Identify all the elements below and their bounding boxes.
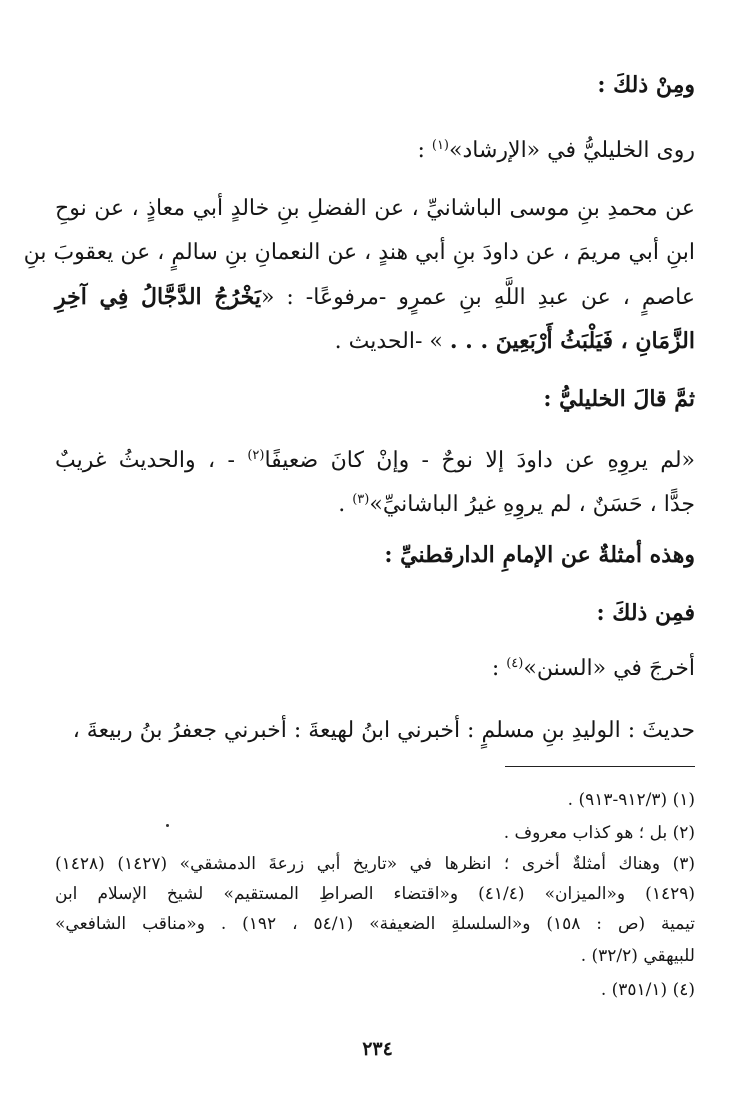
footnote-3-line2: (١٤٢٩) و«الميزان» (٤١/٤) و«اقتضاء الصراطِ المستقيم» لشيخ الإسلام ابن (55, 884, 695, 904)
footnote-ref-2: (٢) (247, 448, 265, 463)
line-hadith-walid: حديثَ : الوليدِ بنِ مسلمٍ : أخبرني ابنُ لهيعةَ : أخبرني جعفرُ بنُ ربيعةَ ، (72, 718, 695, 743)
heading-wamin-dhalika: ومِنْ ذلكَ : (597, 72, 695, 98)
line-riwaya (55, 136, 695, 166)
hadith-matn-part1: يَخْرُجُ الدَّجَّالُ فِي آخِرِ (55, 284, 261, 310)
line-akhraja (55, 654, 695, 684)
paragraph1-line1: عن محمدِ بنِ موسى الباشانيِّ ، عن الفضلِ بنِ خالدٍ أبي معاذٍ ، عن نوحِ (55, 196, 695, 221)
footnote-ref-3: (٣) (352, 492, 370, 507)
footnote-separator (505, 766, 695, 767)
heading-famin-dhalika: فمِن ذلكَ : (596, 600, 695, 626)
paragraph2-line1 (55, 446, 695, 476)
paragraph1-line3 (55, 282, 695, 313)
hadith-matn-part2: الزَّمَانِ ، فَيَلْبَثُ أَرْبَعِينَ . . . (449, 328, 695, 354)
riwaya-colon: : (417, 138, 432, 163)
quote-text-1: «لم يروِهِ عن داودَ إلا نوحٌ - وإنْ كانَ ضعيفًا (264, 448, 695, 473)
footnote-4: (٤) (٣٥١/١) . (600, 980, 695, 1000)
akhraja-text: أخرجَ في «السنن» (523, 656, 695, 681)
heading-amthila: وهذه أمثلةٌ عن الإمامِ الدارقطنيِّ : (384, 542, 695, 568)
paragraph2-line2 (55, 490, 695, 520)
footnote-2: (٢) بل ؛ هو كذاب معروف . (503, 823, 695, 843)
page-number: ٢٣٤ (362, 1038, 393, 1060)
footnote-1: (١) (٩١٢/٣-٩١٣) . (567, 790, 695, 810)
isnad-text: عاصمٍ ، عن عبدِ اللَّهِ بنِ عمرٍو -مرفوعًا- : « (260, 285, 695, 310)
quote-text-3: جدًّا ، حَسَنٌ ، لم يروِهِ غيرُ الباشانيِّ» (369, 492, 695, 517)
riwaya-text: روى الخليليُّ في «الإرشاد» (449, 138, 695, 163)
paragraph1-line4 (55, 326, 695, 357)
akhraja-colon: : (491, 656, 507, 681)
footnote-ref-1: (١) (431, 138, 449, 153)
footnote-3-line4: للبيهقي (٣٢/٢) . (580, 946, 695, 966)
quote-text-2: - ، والحديثُ غريبٌ (55, 448, 248, 473)
paragraph1-line2: ابنِ أبي مريمَ ، عن داودَ بنِ أبي هندٍ ، عن النعمانِ بنِ سالمٍ ، عن يعقوبَ بنِ (23, 240, 695, 265)
hadith-end: » -الحديث . (334, 329, 450, 354)
heading-thumma-qala: ثمَّ قالَ الخليليُّ : (543, 386, 695, 412)
quote-end: . (338, 492, 353, 517)
footnote-3-line3: تيمية (ص : ١٥٨) و«السلسلةِ الضعيفة» (٥٤/١ ، ١٩٢) . و«مناقب الشافعي» (55, 914, 695, 934)
footnote-3-line1: (٣) وهناك أمثلةٌ أخرى ؛ انظرها في «تاريخ أبي زرعةَ الدمشقي» (١٤٢٧) (١٤٢٨) (55, 854, 695, 874)
footnote-ref-4: (٤) (506, 656, 524, 671)
